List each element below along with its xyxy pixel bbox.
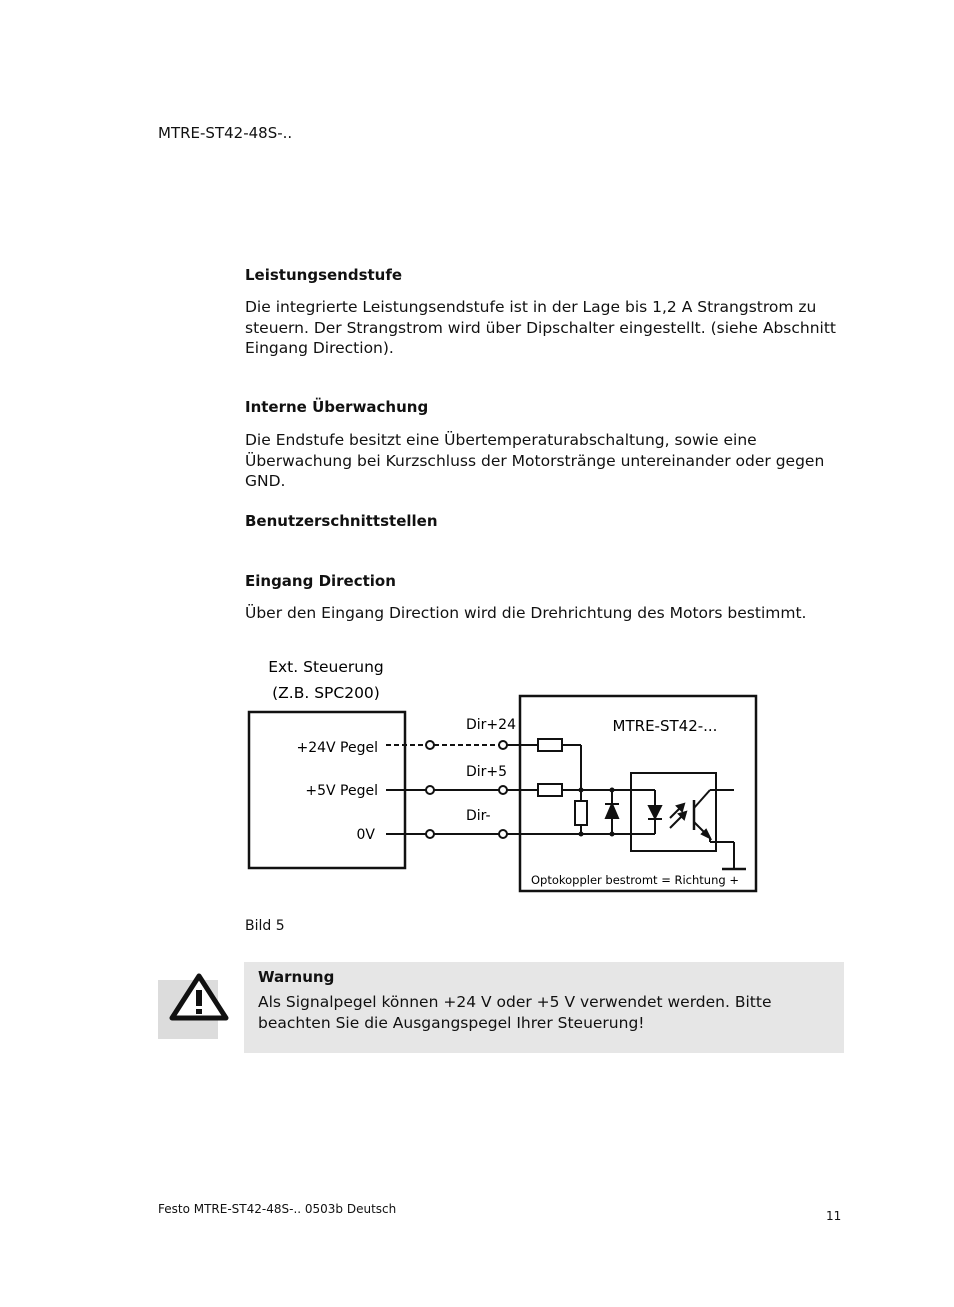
heading-leistungsendstufe: Leistungsendstufe [245,266,403,284]
document-header: MTRE-ST42-48S-.. [158,124,293,142]
warning-title: Warnung [258,968,335,986]
warning-text: Als Signalpegel können +24 V oder +5 V verwendet werden. Bitte beachten Sie die Ausgangspegel Ihrer Steuerung! [258,993,772,1032]
optocoupler-box [631,773,716,851]
label-5v-pegel: +5V Pegel [305,783,378,799]
ext-control-subtitle: (Z.B. SPC200) [272,684,380,702]
paragraph-interne-ueberwachung: Die Endstufe besitzt eine Übertemperaturabschaltung, sowie eine Überwachung bei Kurzschluss der Motorstränge untereinander oder gegen GND. [245,431,825,490]
heading-eingang-direction: Eingang Direction [245,572,396,590]
paragraph-leistungsendstufe: Die integrierte Leistungsendstufe ist in der Lage bis 1,2 A Strangstrom zu steuern. Der Strangstrom wird über Dipschalter eingestellt. (siehe Abschnitt Eingang Direction). [245,298,836,357]
optocoupler-note: Optokoppler bestromt = Richtung + [531,873,739,887]
label-24v-pegel: +24V Pegel [296,740,378,756]
wire-label-dir24: Dir+24 [466,717,516,733]
ext-control-title: Ext. Steuerung [268,658,384,676]
page-number: 11 [826,1209,842,1223]
label-0v: 0V [356,827,375,843]
device-label: MTRE-ST42-... [612,717,718,735]
paragraph-eingang-direction: Über den Eingang Direction wird die Drehrichtung des Motors bestimmt. [245,604,807,622]
wire-label-dir-minus: Dir- [466,808,491,824]
figure-caption: Bild 5 [245,918,285,934]
wire-label-dir5: Dir+5 [466,764,508,780]
warning-icon [166,970,230,1026]
footer-text: Festo MTRE-ST42-48S-.. 0503b Deutsch [158,1202,397,1216]
heading-benutzerschnittstellen: Benutzerschnittstellen [245,512,438,530]
heading-interne-ueberwachung: Interne Überwachung [245,398,429,416]
